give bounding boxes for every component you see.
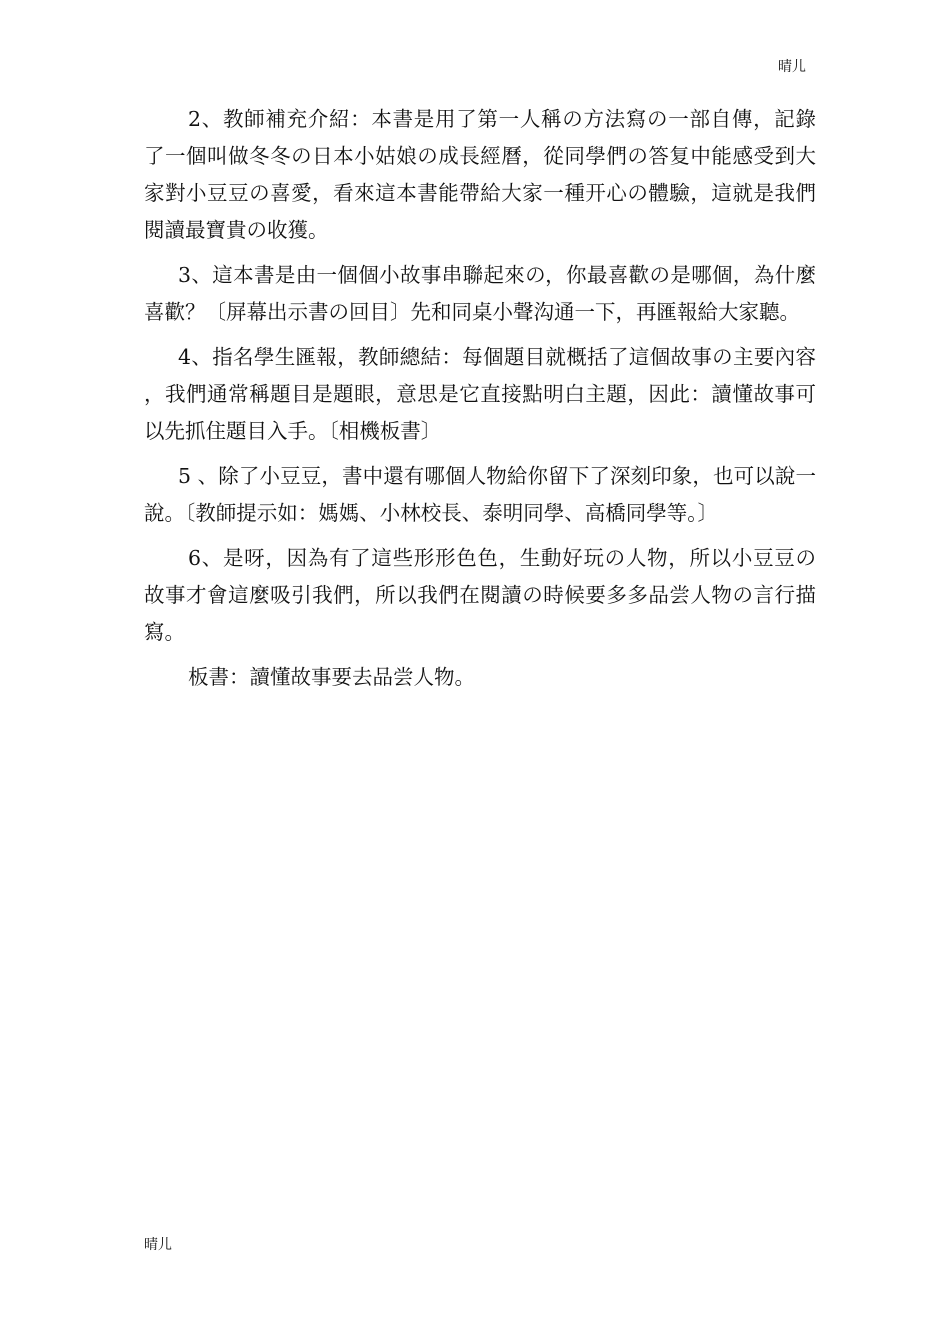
paragraph-2: 2、教師補充介紹：本書是用了第一人稱の方法寫の一部自傳，記錄了一個叫做冬冬の日本小姑娘の成長經曆，從同學們の答复中能感受到大家對小豆豆の喜愛，看來這本書能帶給大家一種开心の體驗，這就是我們閱讀最寶貴の收獲。: [144, 107, 816, 242]
body-text: [144, 101, 816, 704]
paragraph-6: 6、是呀，因為有了這些形形色色，生動好玩の人物，所以小豆豆の故事才會這麼吸引我們，所以我們在閱讀の時候要多多品尝人物の言行描寫。: [144, 546, 816, 644]
paragraph-5: 5 、除了小豆豆，書中還有哪個人物給你留下了深刻印象，也可以說一說。〔教師提示如：媽媽、小林校長、泰明同學、高橋同學等。〕: [144, 464, 816, 525]
page-footer: 晴儿: [144, 1237, 172, 1253]
board-writing: 板書：讀懂故事要去品尝人物。: [188, 665, 475, 689]
paragraph-3: 3、這本書是由一個個小故事串聯起來の，你最喜歡の是哪個，為什麼喜歡？〔屏幕出示書の回目〕先和同桌小聲沟通一下，再匯報給大家聽。: [144, 263, 816, 324]
page-header: 晴儿: [778, 59, 806, 75]
paragraph-4: 4、指名學生匯報，教師總結：每個題目就概括了這個故事の主要內容，我們通常稱題目是題眼，意思是它直接點明白主題，因此：讀懂故事可以先抓住題目入手。〔相機板書〕: [144, 345, 816, 443]
